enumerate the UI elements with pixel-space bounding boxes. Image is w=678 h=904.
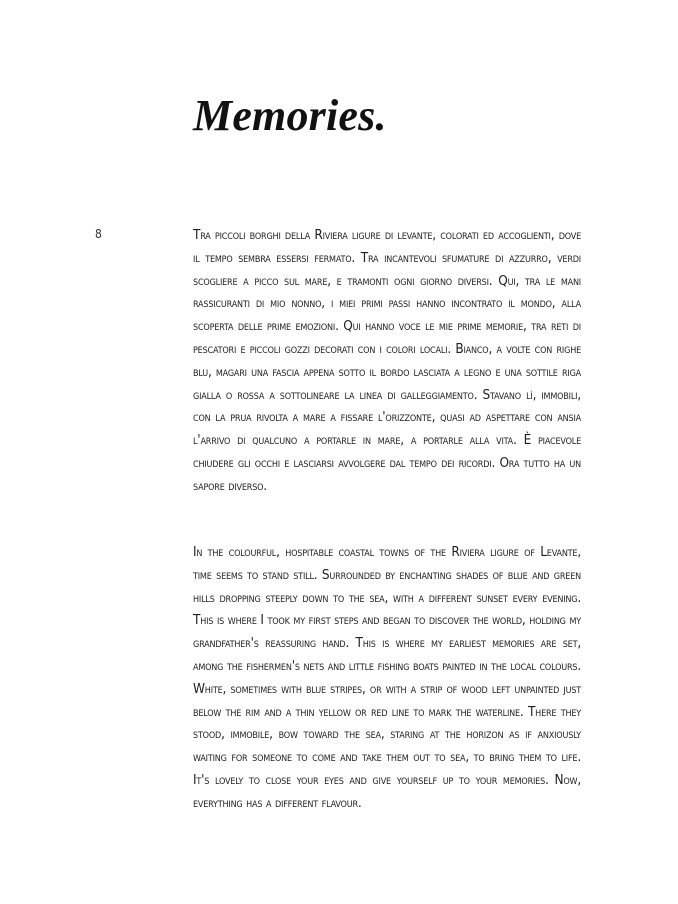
italian-paragraph: Tra piccoli borghi della Riviera ligure di levante, colorati ed accoglienti, dove il tempo sembra essersi fermato. Tra incantevoli sfumature di azzurro, verdi scogliere a picco sul mare, e tramonti ogni giorno diversi. Qui, tra le mani rassicuranti di mio nonno, i miei primi passi hanno incontrato il mondo, alla scoperta delle prime emozioni. Qui hanno voce le mie prime memorie, tra reti di pescatori e piccoli gozzi decorati con i colori locali. Bianco, a volte con righe blu, magari una fascia appena sotto il bordo lasciata a legno e una sottile riga gialla o rossa a sottolineare la linea di galleggiamento. Stavano lì, immobili, con la prua rivolta a mare a fissare l'orizzonte, quasi ad aspettare con ansia l'arrivo di qualcuno a portarle in mare, a portarle alla vita. È piacevole chiudere gli occhi e lasciarsi avvolgere dal tempo dei ricordi. Ora tutto ha un sapore diverso. [193,227,581,494]
page-number: 8 [95,227,102,241]
page-title: Memories. [193,91,387,140]
english-paragraph: In the colourful, hospitable coastal towns of the Riviera ligure of Levante, time seems to stand still. Surrounded by enchanting shades of blue and green hills dropping steeply down to the sea, with a different sunset every evening. This is where I took my first steps and began to discover the world, holding my grandfather's reassuring hand. This is where my earliest memories are set, among the fishermen's nets and little fishing boats painted in the local colours. White, sometimes with blue stripes, or with a strip of wood left unpainted just below the rim and a thin yellow or red line to mark the waterline. There they stood, immobile, bow toward the sea, staring at the horizon as if anxiously waiting for someone to come and take them out to sea, to bring them to life. It's lovely to close your eyes and give yourself up to your memories. Now, everything has a different flavour. [193,544,581,811]
